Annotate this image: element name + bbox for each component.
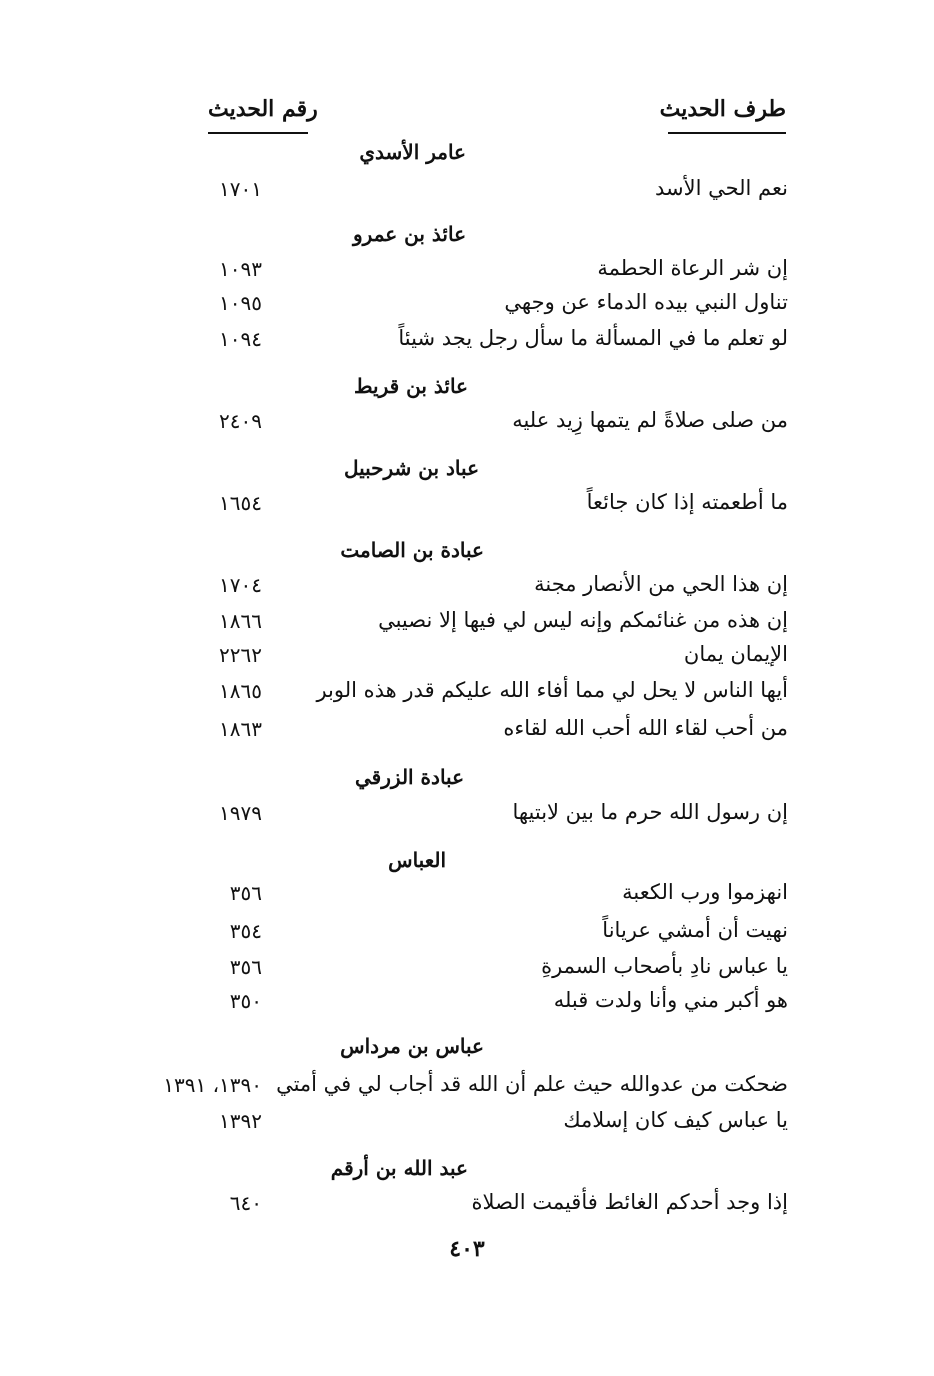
hadith-number: ٣٥٦	[229, 955, 262, 979]
hadith-number: ١٧٠٤	[219, 573, 262, 597]
hadith-number: ١٨٦٣	[219, 717, 262, 741]
hadith-text: إن هذه من غنائمكم وإنه ليس لي فيها إلا نصيبي	[378, 608, 788, 632]
hadith-text: أيها الناس لا يحل لي مما أفاء الله عليكم قدر هذه الوبر	[316, 678, 788, 702]
hadith-text: تناول النبي بيده الدماء عن وجهي	[504, 290, 788, 314]
hadith-number: ١٨٦٦	[219, 609, 262, 633]
hadith-number: ١٠٩٥	[219, 291, 262, 315]
narrator-heading: عبادة الزرقي	[355, 765, 464, 789]
hadith-text: نهيت أن أمشي عرياناً	[602, 918, 788, 942]
hadith-text: إن رسول الله حرم ما بين لابتيها	[512, 800, 788, 824]
hadith-text: لو تعلم ما في المسألة ما سأل رجل يجد شيئاً	[398, 326, 788, 350]
column-header-hadith-text: طرف الحديث	[659, 96, 786, 122]
narrator-heading: عائذ بن قريط	[354, 374, 468, 398]
narrator-heading: عبادة بن الصامت	[340, 538, 484, 562]
narrator-heading: عباد بن شرحبيل	[343, 456, 479, 480]
hadith-number: ٦٤٠	[229, 1191, 262, 1215]
hadith-number: ١٠٩٤	[219, 327, 262, 351]
column-header-hadith-number: رقم الحديث	[208, 96, 318, 122]
hadith-number: ١٦٥٤	[219, 491, 262, 515]
hadith-text: نعم الحي الأسد	[654, 176, 788, 200]
hadith-text: يا عباس نادِ بأصحاب السمرةِ	[541, 954, 788, 978]
hadith-number: ١٧٠١	[219, 177, 262, 201]
hadith-number: ٢٤٠٩	[219, 409, 262, 433]
hadith-text: انهزموا ورب الكعبة	[622, 880, 788, 904]
hadith-text: إن هذا الحي من الأنصار مجنة	[534, 572, 788, 596]
narrator-heading: العباس	[388, 848, 446, 872]
narrator-heading: عبد الله بن أرقم	[330, 1156, 468, 1180]
narrator-heading: عباس بن مرداس	[340, 1034, 484, 1058]
hadith-number: ١٣٩٠، ١٣٩١	[163, 1073, 262, 1097]
page-number: ٤٠٣	[449, 1236, 485, 1262]
hadith-number: ٢٢٦٢	[219, 643, 262, 667]
hadith-number: ٣٥٤	[229, 919, 262, 943]
hadith-number: ١٠٩٣	[219, 257, 262, 281]
hadith-number: ٣٥٦	[229, 881, 262, 905]
hadith-text: من أحب لقاء الله أحب الله لقاءه	[503, 716, 788, 740]
hadith-number: ٣٥٠	[229, 989, 262, 1013]
hadith-text: ضحكت من عدوالله حيث علم أن الله قد أجاب لي في أمتي	[276, 1072, 788, 1096]
narrator-heading: عامر الأسدي	[359, 140, 466, 164]
hadith-text: هو أكبر مني وأنا ولدت قبله	[553, 988, 788, 1012]
hadith-text: ما أطعمته إذا كان جائعاً	[586, 490, 788, 514]
hadith-number: ١٩٧٩	[219, 801, 262, 825]
hadith-text: يا عباس كيف كان إسلامك	[563, 1108, 788, 1132]
hadith-text: إن شر الرعاة الحطمة	[597, 256, 788, 280]
hadith-text: الإيمان يمان	[683, 642, 788, 666]
hadith-text: من صلى صلاةً لم يتمها زِيد عليه	[512, 408, 788, 432]
hadith-number: ١٨٦٥	[219, 679, 262, 703]
narrator-heading: عائذ بن عمرو	[353, 222, 466, 246]
hadith-number: ١٣٩٢	[219, 1109, 262, 1133]
hadith-text: إذا وجد أحدكم الغائط فأقيمت الصلاة	[471, 1190, 788, 1214]
